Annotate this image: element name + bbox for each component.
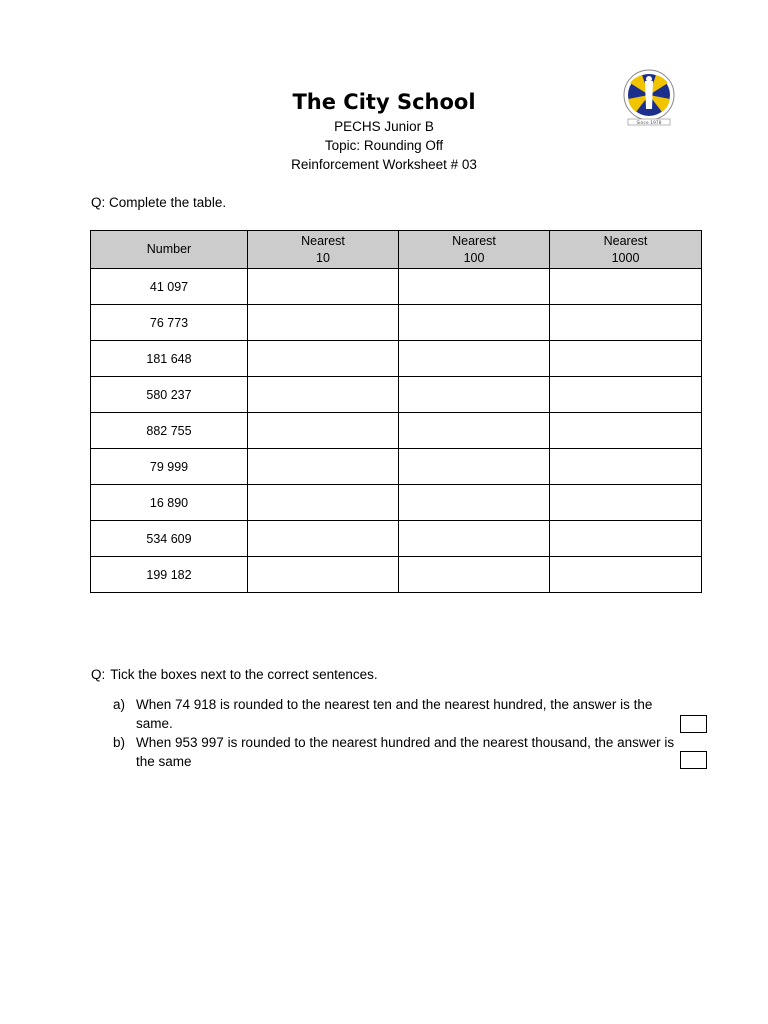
answer-cell[interactable] [399,269,550,305]
table-row [91,557,702,593]
number-cell: 199 182 [91,557,248,593]
answer-cell[interactable] [248,377,399,413]
table-row [91,521,702,557]
answer-cell[interactable] [248,413,399,449]
answer-cell[interactable] [550,449,702,485]
number-cell: 79 999 [91,449,248,485]
answer-cell[interactable] [550,485,702,521]
answer-cell[interactable] [248,341,399,377]
answer-cell[interactable] [550,305,702,341]
question-1-prompt: Q: Complete the table. [91,195,227,210]
answer-cell[interactable] [248,449,399,485]
answer-cell[interactable] [550,377,702,413]
answer-cell[interactable] [248,521,399,557]
statement-text: When 953 997 is rounded to the nearest hundred and the nearest thousand, the answer is the same [136,735,675,769]
statement-marker: a) [113,697,126,712]
number-cell: 41 097 [91,269,248,305]
school-logo [620,69,678,131]
column-header [399,231,550,269]
answer-cell[interactable] [399,449,550,485]
statement-text: When 74 918 is rounded to the nearest ten and the nearest hundred, the answer is the same. [136,697,653,731]
column-header-label: Nearest [301,233,345,248]
answer-cell[interactable] [399,557,550,593]
statement-marker: b) [113,735,126,750]
column-header-label: Nearest [603,233,648,248]
answer-cell[interactable] [248,485,399,521]
table-row [91,449,702,485]
number-cell: 16 890 [91,485,248,521]
table-row [91,413,702,449]
number-cell: 534 609 [91,521,248,557]
tick-box-a[interactable] [680,715,707,733]
tick-box-b[interactable] [680,751,707,769]
column-header-label: Number [146,242,192,256]
column-header-value: 100 [463,250,485,265]
column-header-label: Nearest [452,233,496,248]
question-2-prompt [91,667,378,682]
answer-cell[interactable] [550,557,702,593]
column-header-value: 10 [316,250,330,265]
answer-cell[interactable] [399,521,550,557]
answer-cell[interactable] [399,377,550,413]
answer-cell[interactable] [399,485,550,521]
answer-cell[interactable] [550,341,702,377]
answer-cell[interactable] [550,521,702,557]
number-cell: 76 773 [91,305,248,341]
answer-cell[interactable] [248,305,399,341]
question-2-prefix: Q: [91,667,106,682]
worksheet-topic: Topic: Rounding Off [324,138,444,153]
column-header [550,231,702,269]
rounding-table [90,230,702,593]
table-row [91,305,702,341]
answer-cell[interactable] [550,413,702,449]
number-cell: 580 237 [91,377,248,413]
worksheet-number: Reinforcement Worksheet # 03 [291,157,477,172]
number-cell: 181 648 [91,341,248,377]
table-row [91,269,702,305]
answer-cell[interactable] [550,269,702,305]
question-2-text: Tick the boxes next to the correct sentences. [110,667,378,682]
answer-cell[interactable] [399,413,550,449]
answer-cell[interactable] [399,305,550,341]
column-header [91,231,248,269]
table-row [91,377,702,413]
table-row [91,341,702,377]
table-row [91,485,702,521]
table-header-row [91,231,702,269]
column-header-value: 1000 [611,250,640,265]
column-header [248,231,399,269]
page-title: The City School [292,90,476,114]
answer-cell[interactable] [248,557,399,593]
number-cell: 882 755 [91,413,248,449]
answer-cell[interactable] [399,341,550,377]
logo-caption: Since 1978 [636,121,662,126]
answer-cell[interactable] [248,269,399,305]
school-branch: PECHS Junior B [334,119,434,134]
